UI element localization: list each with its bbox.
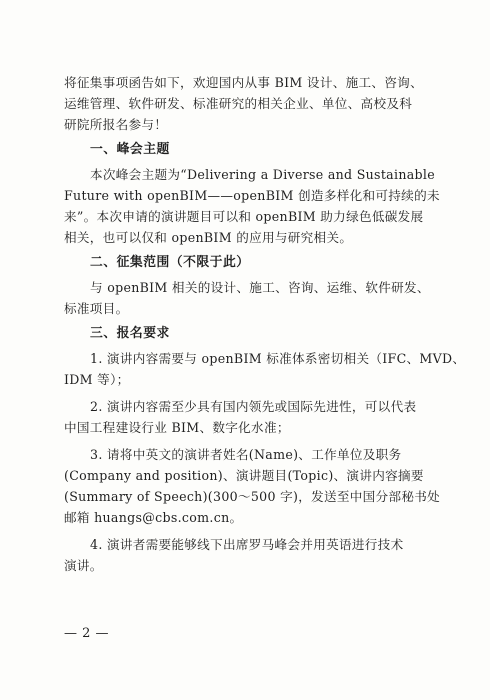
item-line: IDM 等）；: [64, 372, 130, 387]
section2-paragraph: [64, 277, 434, 319]
section2-line: 标准项目。: [64, 301, 129, 316]
intro-line: 将征集事项函告如下，欢迎国内从事 BIM 设计、施工、咨询、: [64, 75, 423, 90]
section3-heading: 三、报名要求: [90, 326, 170, 341]
item-line: 4. 演讲者需要能够线下出席罗马峰会并用英语进行技术: [90, 537, 404, 552]
section1-paragraph: [64, 164, 440, 248]
intro-paragraph: [64, 72, 434, 135]
item-line: (Company and position)、演讲题目(Topic)、演讲内容摘要: [64, 468, 424, 483]
page-number: — 2 —: [64, 626, 110, 641]
section1-line: 本次峰会主题为“Delivering a Diverse and Sustainable: [90, 167, 435, 182]
section3-item-1: [64, 348, 466, 390]
intro-line: 研院所报名参与！: [64, 117, 168, 132]
section3-item-3: [64, 444, 441, 528]
section1-line: 来”。本次申请的演讲题目可以和 openBIM 助力绿色低碳发展: [64, 209, 424, 224]
section2-heading: 二、征集范围（不限于此）: [90, 255, 250, 270]
item-line: 2. 演讲内容需至少具有国内领先或国际先进性，可以代表: [90, 399, 417, 414]
item-line: 邮箱 huangs@cbs.com.cn。: [64, 510, 243, 525]
item-line: 1. 演讲内容需要与 openBIM 标准体系密切相关（IFC、MVD、: [90, 351, 466, 366]
document-body: [64, 72, 466, 576]
item-line: 中国工程建设行业 BIM、数字化水准；: [64, 420, 290, 435]
section1-line: 相关，也可以仅和 openBIM 的应用与研究相关。: [64, 230, 353, 245]
section1-heading: 一、峰会主题: [90, 142, 170, 157]
section1-line: Future with openBIM——openBIM 创造多样化和可持续的未: [64, 188, 440, 203]
item-line: 演讲。: [64, 558, 103, 573]
section3-item-4: [64, 534, 434, 576]
intro-line: 运维管理、软件研发、标准研究的相关企业、单位、高校及科: [64, 96, 413, 111]
item-line: (Summary of Speech)(300～500 字)，发送至中国分部秘书处: [64, 489, 441, 504]
section3-item-2: [64, 396, 434, 438]
item-line: 3. 请将中英文的演讲者姓名(Name)、工作单位及职务: [90, 447, 402, 462]
section2-line: 与 openBIM 相关的设计、施工、咨询、运维、软件研发、: [90, 280, 430, 295]
